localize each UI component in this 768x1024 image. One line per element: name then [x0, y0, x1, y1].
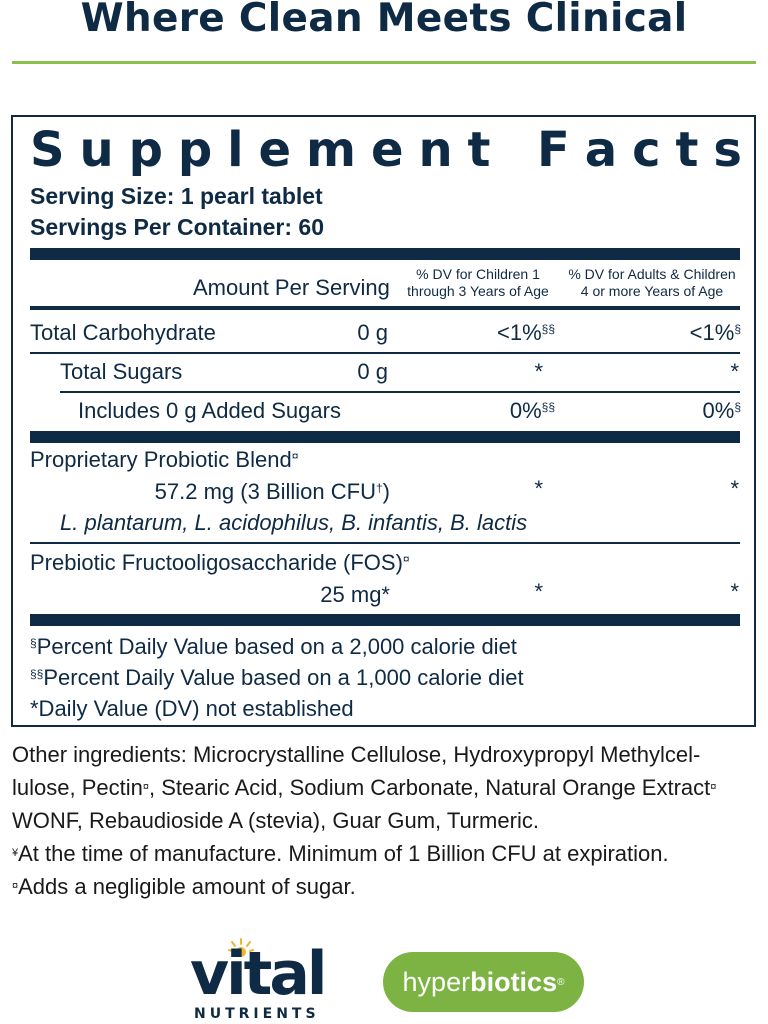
facts-title-letter: s	[713, 122, 742, 178]
supplement-facts-panel	[11, 115, 756, 727]
row-dv-adults: <1%§	[689, 320, 741, 345]
row-divider	[30, 352, 740, 354]
row-divider	[60, 391, 740, 393]
facts-title-letter: a	[584, 122, 618, 178]
footnote: §Percent Daily Value based on a 2,000 calorie diet	[30, 634, 517, 659]
servings-per-container: Servings Per Container: 60	[30, 214, 324, 240]
footnote: §§Percent Daily Value based on a 1,000 calorie diet	[30, 665, 524, 690]
facts-title-letter: c	[632, 122, 661, 178]
facts-title-letter	[505, 123, 522, 177]
row-dv-children: <1%§§	[496, 320, 555, 345]
row-divider	[30, 542, 740, 544]
row-name: Includes 0 g Added Sugars	[78, 398, 341, 423]
blend-dv-adults: *	[730, 476, 739, 501]
facts-title-letter: n	[418, 122, 453, 178]
vital-wordmark: vital	[190, 939, 325, 1009]
row-dv-children: 0%§§	[509, 398, 555, 423]
footnote: *Daily Value (DV) not established	[30, 696, 354, 721]
headline: Where Clean Meets Clinical	[80, 0, 688, 41]
row-dv-adults: *	[730, 359, 739, 384]
other-ingredients	[12, 738, 757, 903]
thick-divider	[30, 248, 740, 260]
row-amount: 0 g	[357, 359, 388, 384]
dv-adults-header: % DV for Adults & Children 4 or more Years of Age	[568, 266, 736, 299]
prebiotic-name: Prebiotic Fructooligosaccharide (FOS)¤	[30, 550, 410, 575]
prebiotic-dv-adults: *	[730, 579, 739, 604]
blend-amount: 57.2 mg (3 Billion CFU†)	[154, 479, 390, 504]
facts-title-letter: F	[537, 122, 570, 178]
row-name: Total Sugars	[60, 359, 183, 384]
blend-name: Proprietary Probiotic Blend¤	[30, 447, 299, 472]
row-name: Total Carbohydrate	[30, 320, 216, 345]
blend-dv-children: *	[534, 476, 543, 501]
facts-title-letter: p	[177, 122, 213, 178]
facts-title-letter: l	[227, 122, 244, 178]
thick-divider	[30, 431, 740, 443]
row-amount: 0 g	[357, 320, 388, 345]
sugar-note: ¤Adds a negligible amount of sugar.	[12, 874, 356, 899]
facts-title-letter: e	[370, 122, 404, 178]
headline-divider	[12, 61, 756, 64]
dv-children-header: % DV for Children 1 through 3 Years of Age	[407, 266, 549, 299]
cfu-note: ¥At the time of manufacture. Minimum of 1 Billion CFU at expiration.	[12, 841, 669, 866]
amount-per-serving-header: Amount Per Serving	[193, 275, 390, 300]
row-dv-children: *	[534, 359, 543, 384]
prebiotic-amount: 25 mg*	[320, 582, 390, 607]
row-dv-adults: 0%§	[702, 398, 741, 423]
nutrients-wordmark: NUTRIENTS	[194, 1006, 320, 1022]
hyperbiotics-logo: hyper biotics ®	[383, 952, 584, 1012]
facts-title-letter: m	[306, 122, 357, 178]
thick-divider	[30, 614, 740, 626]
facts-title	[30, 123, 742, 177]
facts-title-letter: t	[675, 122, 699, 178]
header-divider	[30, 306, 740, 310]
facts-title-letter: u	[79, 122, 114, 178]
ingredients-line: Other ingredients: Microcrystalline Cellulose, Hydroxypropyl Methylcel-	[12, 742, 701, 767]
facts-title-letter: S	[30, 122, 65, 178]
prebiotic-dv-children: *	[534, 579, 543, 604]
facts-title-letter: p	[128, 122, 163, 178]
vital-nutrients-logo	[190, 940, 355, 1024]
serving-size: Serving Size: 1 pearl tablet	[30, 183, 323, 209]
ingredients-line: lulose, Pectin¤, Stearic Acid, Sodium Carbonate, Natural Orange Extract¤	[12, 775, 717, 800]
blend-strains: L. plantarum, L. acidophilus, B. infantis, B. lactis	[60, 510, 528, 535]
ingredients-line: WONF, Rebaudioside A (stevia), Guar Gum, Turmeric.	[12, 808, 539, 833]
facts-title-letter: e	[258, 122, 292, 178]
facts-title-letter: t	[467, 122, 491, 178]
